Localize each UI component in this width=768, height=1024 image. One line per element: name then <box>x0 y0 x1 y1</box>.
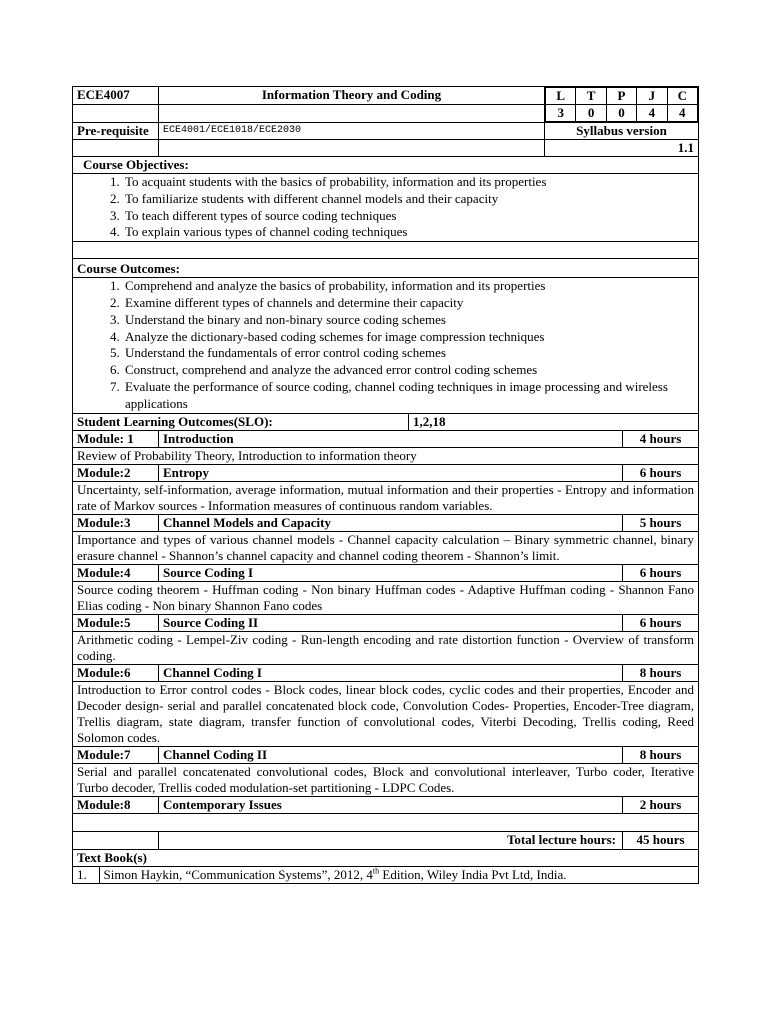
empty-cell <box>159 140 545 157</box>
list-item: 3. Understand the binary and non-binary source coding schemes <box>123 312 694 329</box>
module-label: Module:6 <box>73 664 159 681</box>
ltpjc-table <box>545 87 698 122</box>
textbook-number: 1. <box>73 867 99 883</box>
ltpjc-value: 0 <box>606 105 636 122</box>
total-value: 45 hours <box>623 831 699 849</box>
ltpjc-value: 4 <box>667 105 697 122</box>
ltpjc-block <box>545 87 699 123</box>
module-title: Introduction <box>159 430 623 447</box>
module-hours: 6 hours <box>623 614 699 631</box>
module-hours: 4 hours <box>623 430 699 447</box>
ltpjc-value: 0 <box>576 105 606 122</box>
ltpjc-value: 3 <box>546 105 576 122</box>
slo-value: 1,2,18 <box>409 413 699 430</box>
module-label: Module: 1 <box>73 430 159 447</box>
outcomes-list-cell <box>73 278 699 413</box>
module-title: Source Coding II <box>159 614 623 631</box>
ltpjc-header: T <box>576 88 606 105</box>
module-hours: 6 hours <box>623 464 699 481</box>
list-item: 5. Understand the fundamentals of error control coding schemes <box>123 345 694 362</box>
module-title: Contemporary Issues <box>159 796 623 813</box>
total-label: Total lecture hours: <box>159 831 623 849</box>
module-content: Arithmetic coding - Lempel-Ziv coding - Run-length encoding and rate distortion function - Overview of transform coding. <box>73 631 699 664</box>
spacer-row <box>73 242 699 259</box>
module-content: Review of Probability Theory, Introduction to information theory <box>73 447 699 464</box>
module-hours: 8 hours <box>623 746 699 763</box>
empty-cell <box>73 831 159 849</box>
list-item: 2. Examine different types of channels and determine their capacity <box>123 295 694 312</box>
ltpjc-header: P <box>606 88 636 105</box>
module-content: Importance and types of various channel models - Channel capacity calculation – Binary symmetric channel, binary erasure channel - Shannon’s channel capacity and channel coding theorem - Shannon’s limit. <box>73 531 699 564</box>
ltpjc-header: L <box>546 88 576 105</box>
list-item: 4. To explain various types of channel coding techniques <box>123 224 694 241</box>
textbook-table <box>73 867 698 883</box>
textbooks-heading: Text Book(s) <box>73 849 699 866</box>
list-item: 7. Evaluate the performance of source coding, channel coding techniques in image processing and wireless applications <box>123 379 694 413</box>
module-hours: 5 hours <box>623 514 699 531</box>
outcomes-list <box>77 278 694 412</box>
syllabus-version: 1.1 <box>545 140 699 157</box>
course-title: Information Theory and Coding <box>159 87 545 105</box>
module-content <box>73 813 699 831</box>
module-content: Source coding theorem - Huffman coding - Non binary Huffman codes - Adaptive Huffman coding - Shannon Fano Elias coding - Non binary Shannon Fano codes <box>73 581 699 614</box>
objectives-list <box>77 174 694 241</box>
module-label: Module:5 <box>73 614 159 631</box>
module-title: Source Coding I <box>159 564 623 581</box>
textbook-edition-sup: th <box>372 866 380 876</box>
textbook-row <box>73 866 699 883</box>
objectives-heading: Course Objectives: <box>73 157 699 174</box>
list-item: 6. Construct, comprehend and analyze the advanced error control coding schemes <box>123 362 694 379</box>
module-title: Channel Coding II <box>159 746 623 763</box>
list-item: 1. Comprehend and analyze the basics of probability, information and its properties <box>123 278 694 295</box>
ltpjc-header: J <box>637 88 667 105</box>
syllabus-page <box>72 86 698 884</box>
module-label: Module:7 <box>73 746 159 763</box>
prereq-label: Pre-requisite <box>73 123 159 140</box>
syllabus-table <box>72 86 699 884</box>
empty-cell <box>159 105 545 123</box>
ltpjc-header: C <box>667 88 697 105</box>
objectives-list-cell <box>73 174 699 242</box>
list-item: 1. To acquaint students with the basics of probability, information and its properties <box>123 174 694 191</box>
list-item: 4. Analyze the dictionary-based coding schemes for image compression techniques <box>123 329 694 346</box>
list-item: 2. To familiarize students with different channel models and their capacity <box>123 191 694 208</box>
syllabus-version-label: Syllabus version <box>545 123 699 140</box>
textbook-text: Simon Haykin, “Communication Systems”, 2012, 4 <box>103 866 373 882</box>
empty-cell <box>73 140 159 157</box>
slo-label: Student Learning Outcomes(SLO): <box>73 413 409 430</box>
prereq-value: ECE4001/ECE1018/ECE2030 <box>159 123 545 140</box>
textbook-entry <box>99 867 698 883</box>
module-label: Module:2 <box>73 464 159 481</box>
module-title: Entropy <box>159 464 623 481</box>
ltpjc-value: 4 <box>637 105 667 122</box>
module-label: Module:4 <box>73 564 159 581</box>
module-title: Channel Models and Capacity <box>159 514 623 531</box>
module-title: Channel Coding I <box>159 664 623 681</box>
module-hours: 8 hours <box>623 664 699 681</box>
module-content: Uncertainty, self-information, average information, mutual information and their properties - Entropy and information rate of Markov sources - Information measures of continuous random variables. <box>73 481 699 514</box>
module-label: Module:3 <box>73 514 159 531</box>
empty-cell <box>73 105 159 123</box>
module-label: Module:8 <box>73 796 159 813</box>
module-content: Serial and parallel concatenated convolutional codes, Block and convolutional interleaver, Turbo coder, Iterative Turbo decoder, Trellis coded modulation-set partitioning - LDPC Codes. <box>73 763 699 796</box>
outcomes-heading: Course Outcomes: <box>73 259 699 278</box>
module-hours: 6 hours <box>623 564 699 581</box>
module-content: Introduction to Error control codes - Block codes, linear block codes, cyclic codes and their properties, Encoder and Decoder design- serial and parallel concatenated block code, Convolution Codes- Properties, Encoder-Tree diagram, Trellis diagram, state diagram, transfer function of convolutional codes, Viterbi Decoding, Trellis coding, Reed Solomon codes. <box>73 681 699 746</box>
textbook-text-rest: Edition, Wiley India Pvt Ltd, India. <box>379 866 567 882</box>
list-item: 3. To teach different types of source coding techniques <box>123 208 694 225</box>
module-hours: 2 hours <box>623 796 699 813</box>
course-code: ECE4007 <box>73 87 159 105</box>
